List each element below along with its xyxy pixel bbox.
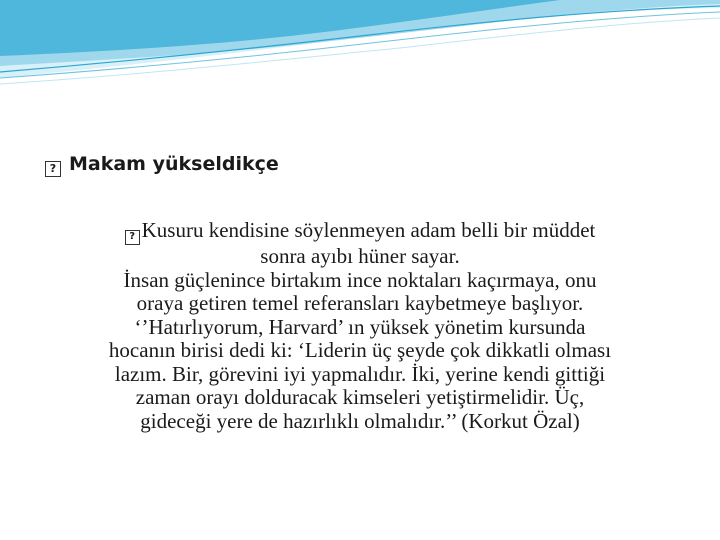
paragraph-line: lazım. Bir, görevini iyi yapmalıdır. İki, yerine kendi gittiği: [114, 361, 606, 386]
paragraph-line: ‘’Hatırlıyorum, Harvard’ ın yüksek yönetim kursunda: [134, 314, 586, 339]
paragraph-line: gideceği yere de hazırlıklı olmalıdır.’’ (Korkut Özal): [140, 408, 580, 433]
paragraph-line: sonra ayıbı hüner sayar.: [260, 244, 460, 268]
paragraph-line: [40, 219, 680, 245]
slide-heading: [45, 153, 279, 177]
paragraph-line: İnsan güçlenince birtakım ince noktaları kaçırmaya, onu: [123, 267, 597, 292]
quote-paragraph: [40, 219, 680, 433]
paragraph-line: zaman orayı dolduracak kimseleri yetiştirmelidir. Üç,: [135, 385, 585, 409]
paragraph-line: hocanın birisi dedi ki: ‘Liderin üç şeyde çok dikkatli olması: [108, 338, 612, 362]
wave-band-dark: [0, 0, 560, 56]
replacement-glyph-icon: ?: [45, 161, 61, 177]
header-wave-decoration: [0, 0, 720, 100]
heading-text: Makam yükseldikçe: [69, 153, 279, 175]
paragraph-line: oraya getiren temel referansları kaybetmeye başlıyor.: [136, 291, 584, 315]
line-text: Kusuru kendisine söylenmeyen adam belli bir müddet: [141, 218, 596, 242]
replacement-glyph-icon: ?: [125, 230, 140, 245]
